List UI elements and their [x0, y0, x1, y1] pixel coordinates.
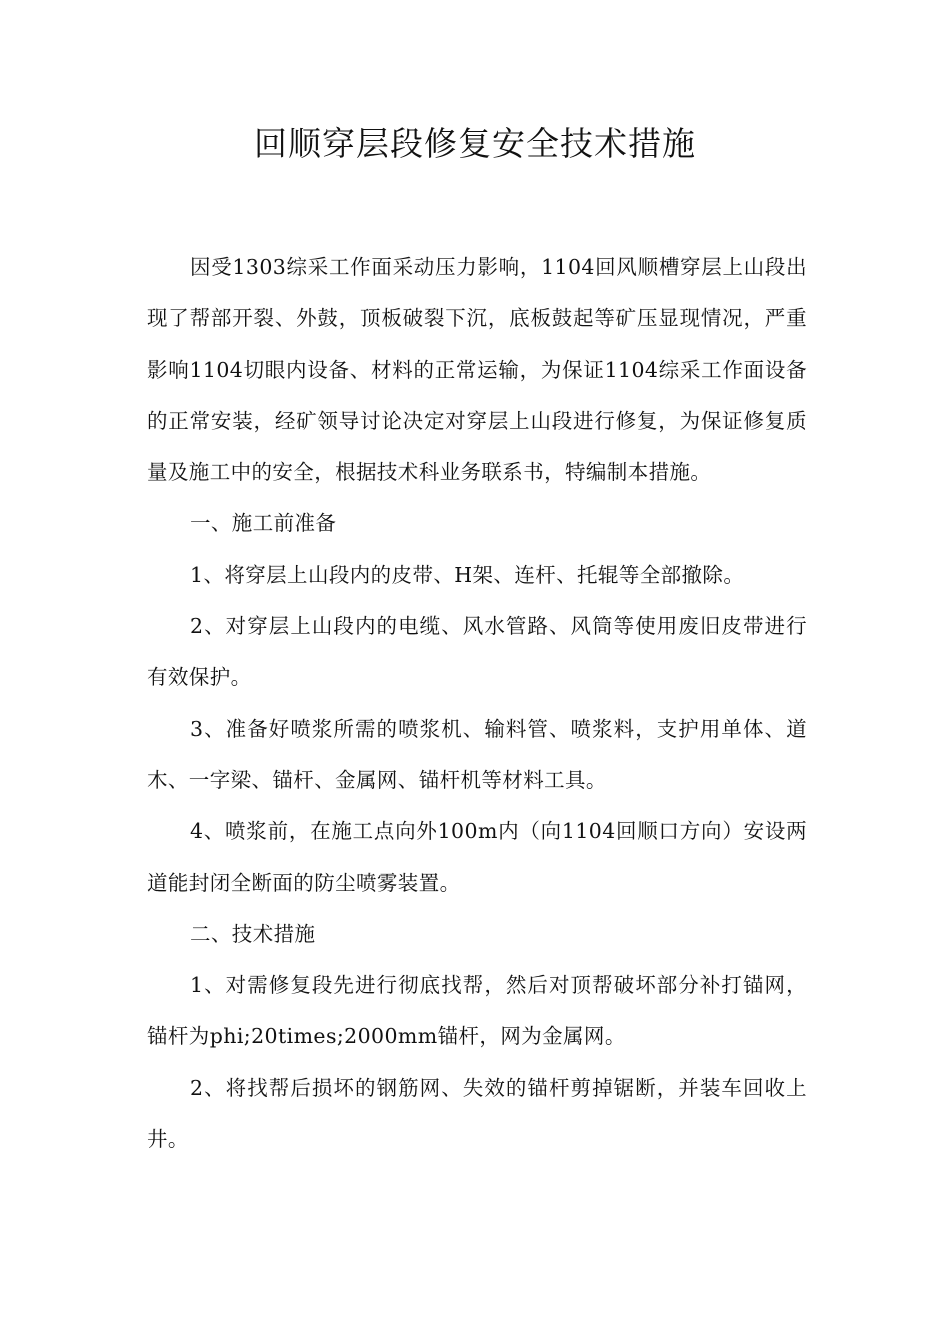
paragraph-tech-item-2: 2、将找帮后损坏的钢筋网、失效的锚杆剪掉锯断，并装车回收上井。 — [147, 1075, 807, 1152]
section-heading-preparation: 一、施工前准备 — [190, 511, 337, 536]
paragraph-prep-item-1: 1、将穿层上山段内的皮带、H架、连杆、托辊等全部撤除。 — [190, 562, 745, 587]
paragraph-tech-item-1: 1、对需修复段先进行彻底找帮，然后对顶帮破坏部分补打锚网，锚杆为phi;20times;2000mm锚杆，网为金属网。 — [147, 973, 807, 1049]
document-title: 回顺穿层段修复安全技术措施 — [254, 124, 696, 163]
section-heading-technical-measures: 二、技术措施 — [190, 921, 316, 946]
paragraph-prep-item-2: 2、对穿层上山段内的电缆、风水管路、风筒等使用废旧皮带进行有效保护。 — [147, 614, 807, 690]
paragraph-intro: 因受1303综采工作面采动压力影响，1104回风顺槽穿层上山段出现了帮部开裂、外鼓，顶板破裂下沉，底板鼓起等矿压显现情况，严重影响1104切眼内设备、材料的正常运输，为保证1104综采工作面设备的正常安装，经矿领导讨论决定对穿层上山段进行修复，为保证修复质量及施工中的安全，根据技术科业务联系书，特编制本措施。 — [147, 255, 807, 485]
document-body — [147, 242, 807, 1165]
paragraph-prep-item-4: 4、喷浆前，在施工点向外100m内（向1104回顺口方向）安设两道能封闭全断面的防尘喷雾装置。 — [147, 819, 807, 895]
paragraph-prep-item-3: 3、准备好喷浆所需的喷浆机、输料管、喷浆料，支护用单体、道木、一字梁、锚杆、金属网、锚杆机等材料工具。 — [147, 716, 807, 792]
